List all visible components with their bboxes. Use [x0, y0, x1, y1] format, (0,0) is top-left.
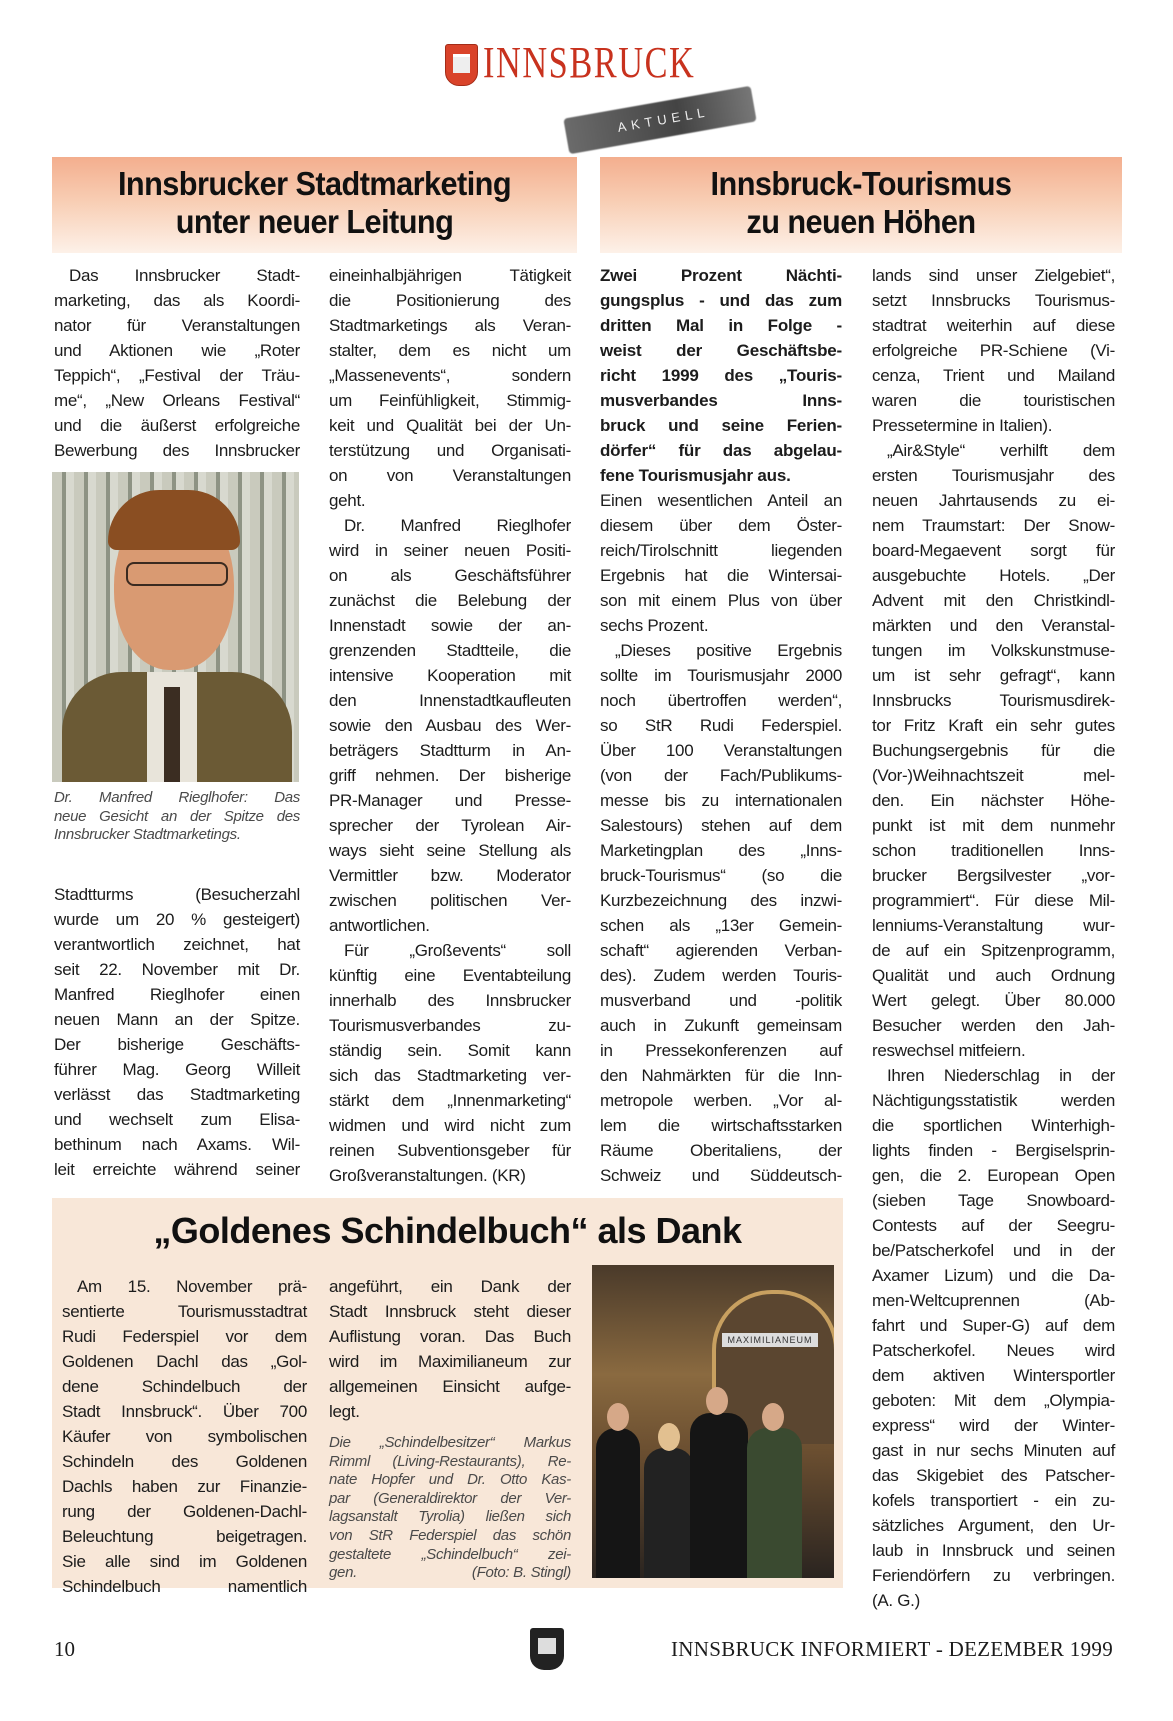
text-line: gen, die 2. European Open [872, 1166, 1115, 1185]
text-line: Zwei Prozent Nächti- [600, 266, 842, 285]
text-line: Buchungsergebnis für die [872, 741, 1115, 760]
text-line: Besucher werden den Jah- [872, 1016, 1115, 1035]
text-line: künftig eine Eventabteilung [329, 966, 571, 985]
article1-column2 [329, 263, 571, 1188]
article2-column4 [872, 263, 1115, 1613]
text-line: beträgers Stadtturm in An- [329, 741, 571, 760]
text-line: wird im Maximilianeum zur [329, 1352, 571, 1371]
text-line: Goldenen Dachl das „Gol- [62, 1352, 307, 1371]
text-line: geht. [329, 491, 366, 510]
text-line: de auf ein Spitzenprogramm, [872, 941, 1115, 960]
text-line: Stadt Innsbruck steht dieser [329, 1302, 571, 1321]
text-line: Räume Oberitaliens, der [600, 1141, 842, 1160]
text-line: erfolgreiche PR-Schiene (Vi- [872, 341, 1115, 360]
photo-credit: (Foto: B. Stingl) [471, 1564, 571, 1582]
text-line: me“, „New Orleans Festival“ [54, 391, 300, 410]
article2-headline-line1: Innsbruck-Tourismus [710, 165, 1012, 202]
text-line: „Massenevents“, sondern [329, 366, 571, 385]
text-line: Qualität und auch Ordnung [872, 966, 1115, 985]
text-line: weist der Geschäftsbe- [600, 341, 842, 360]
portrait-photo-caption [54, 789, 300, 845]
text-line: wurde um 20 % gesteigert) [54, 910, 300, 929]
text-line: den Innenstadtkaufleuten [329, 691, 571, 710]
article3-headline: „Goldenes Schindelbuch“ als Dank [153, 1210, 742, 1251]
text-line: Innenstadt sowie der an- [329, 616, 571, 635]
text-line: punkt ist mit dem nunmehr [872, 816, 1115, 835]
text-line: ständig sein. Somit kann [329, 1041, 571, 1060]
text-line: diesem über dem Öster- [600, 516, 842, 535]
article1-headline-box [52, 157, 577, 253]
text-line: fahrt und Super-G) auf dem [872, 1316, 1115, 1335]
text-line: neuen Jahrtausends zu ei- [872, 491, 1115, 510]
text-line: bethinum nach Axams. Wil- [54, 1135, 300, 1154]
text-line: men-Weltcuprennen (Ab- [872, 1291, 1115, 1310]
text-line: schaft“ agierenden Verban- [600, 941, 842, 960]
text-line: Stadtturms (Besucherzahl [54, 885, 300, 904]
caption-line: lagsanstalt Tyrolia) ließen sich [329, 1508, 571, 1526]
text-line: und die äußerst erfolgreiche [54, 416, 300, 435]
text-line: Ergebnis hat die Wintersai- [600, 566, 842, 585]
text-line: fene Tourismusjahr aus. [600, 466, 791, 485]
text-line: den Nahmärkten für die Inn- [600, 1066, 842, 1085]
text-line: angeführt, ein Dank der [329, 1277, 571, 1296]
text-line: antwortlichen. [329, 916, 430, 935]
text-line: Schweiz und Süddeutsch- [600, 1166, 842, 1185]
text-line: märkten und den Veranstal- [872, 616, 1115, 635]
text-line: Einen wesentlichen Anteil an [600, 491, 842, 510]
article2-lead [600, 263, 842, 488]
text-line: Wert gelegt. Über 80.000 [872, 991, 1115, 1010]
text-line: widmen und wird nicht zum [329, 1116, 571, 1135]
text-line: sowie den Ausbau des Wer- [329, 716, 571, 735]
text-line: den. Ein nächster Höhe- [872, 791, 1115, 810]
text-line: ways sieht seine Stellung als [329, 841, 571, 860]
text-line: Salestours) stehen auf dem [600, 816, 842, 835]
text-line: kofels transportiert - ein zu- [872, 1491, 1115, 1510]
text-line: dem aktiven Wintersportler [872, 1366, 1115, 1385]
article3-photo-caption [329, 1434, 571, 1583]
text-line: (Vor-)Weihnachtszeit mel- [872, 766, 1115, 785]
text-line: richt 1999 des „Touris- [600, 366, 842, 385]
text-line: Advent mit den Christkindl- [872, 591, 1115, 610]
text-line: Rudi Federspiel vor dem [62, 1327, 307, 1346]
caption-lines [329, 1434, 571, 1564]
text-line: verlässt das Stadtmarketing [54, 1085, 300, 1104]
masthead-subtitle: AKTUELL [616, 104, 711, 135]
text-line: griff nehmen. Der bisherige [329, 766, 571, 785]
text-line: lights finden - Bergiselsprin- [872, 1141, 1115, 1160]
caption-last-line [329, 1564, 571, 1583]
text-line: die sportlichen Winterhigh- [872, 1116, 1115, 1135]
text-line: Über 100 Veranstaltungen [600, 741, 842, 760]
text-line: nem Traumstart: Der Snow- [872, 516, 1115, 535]
coat-of-arms-icon [530, 1628, 564, 1670]
text-line: Nächtigungsstatistik werden [872, 1091, 1115, 1110]
text-line: „Air&Style“ verhilft dem [887, 441, 1115, 460]
caption-line: Die „Schindelbesitzer“ Markus [329, 1434, 571, 1451]
caption-line: nate Hopfer und Dr. Otto Kas- [329, 1471, 571, 1489]
text-line: auch in Zukunft gemeinsam [600, 1016, 842, 1035]
article2-column3-body [600, 488, 842, 1188]
text-line: PR-Manager und Presse- [329, 791, 571, 810]
text-line: board-Megaevent sorgt für [872, 541, 1115, 560]
text-line: Vermittler bzw. Moderator [329, 866, 571, 885]
text-line: brucker Bergsilvester „vor- [872, 866, 1115, 885]
text-line: lem die wirtschaftsstarken [600, 1116, 842, 1135]
text-line: Feriendörfern zu verbringen. [872, 1566, 1115, 1585]
text-line: son mit einem Plus von über [600, 591, 842, 610]
text-line: Pressetermine in Italien). [872, 416, 1053, 435]
text-line: Ihren Niederschlag in der [887, 1066, 1115, 1085]
text-line: stadtrat weiterhin auf diese [872, 316, 1115, 335]
article1-headline-line2: unter neuer Leitung [175, 203, 454, 240]
text-line: „Dieses positive Ergebnis [615, 641, 842, 660]
text-line: Schindelbuch namentlich [62, 1577, 307, 1596]
caption-line: neue Gesicht an der Spitze des [54, 807, 300, 825]
text-line: Das Innsbrucker Stadt- [69, 266, 300, 285]
text-line: um Feinfühligkeit, Stimmig- [329, 391, 571, 410]
text-line: messe bis zu internationalen [600, 791, 842, 810]
text-line: Dachls haben zur Finanzie- [62, 1477, 307, 1496]
text-line: Schindeln des Goldenen [62, 1452, 307, 1471]
text-line: stalter, dem es nicht um [329, 341, 571, 360]
text-line: Für „Großevents“ soll [344, 941, 571, 960]
article1-column1-bottom [54, 882, 300, 1182]
text-line: be/Patscherkofel und in der [872, 1241, 1115, 1260]
text-line: legt. [329, 1402, 360, 1421]
masthead-title: INNSBRUCK [483, 38, 696, 87]
text-line: gast in nur sechs Minuten auf [872, 1441, 1115, 1460]
text-line: (A. G.) [872, 1591, 920, 1610]
text-line: lenniums-Veranstaltung wur- [872, 916, 1115, 935]
text-line: ersten Tourismusjahr des [872, 466, 1115, 485]
text-line: laub in Innsbruck und seinen [872, 1541, 1115, 1560]
text-line: (sieben Tage Snowboard- [872, 1191, 1115, 1210]
text-line: express“ wird der Winter- [872, 1416, 1115, 1435]
text-line: zunächst die Belebung der [329, 591, 571, 610]
text-line: Am 15. November prä- [77, 1277, 307, 1296]
text-line: Stadt Innsbruck“. Über 700 [62, 1402, 307, 1421]
text-line: marketing, das als Koordi- [54, 291, 300, 310]
publication-footer: INNSBRUCK INFORMIERT - DEZEMBER 1999 [670, 1637, 1113, 1661]
text-line: Dr. Manfred Rieglhofer [344, 516, 571, 535]
text-line: Stadtmarketings als Veran- [329, 316, 571, 335]
text-line: Patscherkofel. Neues wird [872, 1341, 1115, 1360]
text-line: seit 22. November mit Dr. [54, 960, 300, 979]
text-line: schen als „13er Gemein- [600, 916, 842, 935]
text-line: dene Schindelbuch der [62, 1377, 307, 1396]
text-line: Tourismusverbandes zu- [329, 1016, 571, 1035]
text-line: tor Fritz Kraft ein sehr gutes [872, 716, 1115, 735]
text-line: reinen Subventionsgeber für [329, 1141, 571, 1160]
text-line: Kurzbezeichnung des inzwi- [600, 891, 842, 910]
text-line: ausgebuchte Hotels. „Der [872, 566, 1115, 585]
text-line: on von Veranstaltungen [329, 466, 571, 485]
caption-line: Innsbrucker Stadtmarketings. [54, 826, 241, 844]
text-line: Contests auf der Seegru- [872, 1216, 1115, 1235]
text-line: stärkt dem „Innenmarketing“ [329, 1091, 571, 1110]
text-line: lands sind unser Zielgebiet“, [872, 266, 1115, 285]
text-line: setzt Innsbrucks Tourismus- [872, 291, 1115, 310]
text-line: gungsplus - und das zum [600, 291, 842, 310]
text-line: das Skigebiet des Patscher- [872, 1466, 1115, 1485]
article1-column1-top [54, 263, 300, 463]
text-line: reswechsel mitfeiern. [872, 1041, 1026, 1060]
text-line: terstützung und Organisati- [329, 441, 571, 460]
caption-line: par (Generaldirektor der Ver- [329, 1489, 571, 1507]
text-line: des). Zudem werden Touris- [600, 966, 842, 985]
text-line: rung der Goldenen-Dachl- [62, 1502, 307, 1521]
caption-line: von StR Federspiel das schön [329, 1526, 571, 1544]
text-line: Der bisherige Geschäfts- [54, 1035, 300, 1054]
text-line: sentierte Tourismusstadtrat [62, 1302, 307, 1321]
text-line: dörfer“ für das abgelau- [600, 441, 842, 460]
text-line: dritten Mal in Folge - [600, 316, 842, 335]
text-line: die Positionierung des [329, 291, 571, 310]
text-line: (von der Fach/Publikums- [600, 766, 842, 785]
text-line: keit und Qualität bei der Un- [329, 416, 571, 435]
schindelbuch-group-photo [592, 1265, 834, 1578]
text-line: Manfred Rieglhofer einen [54, 985, 300, 1004]
text-line: zwischen politischen Ver- [329, 891, 571, 910]
text-line: bruck-Tourismus“ (so die [600, 866, 842, 885]
text-line: cenza, Trient und Mailand [872, 366, 1115, 385]
text-line: Sie alle sind im Goldenen [62, 1552, 307, 1571]
text-line: Auflistung voran. Das Buch [329, 1327, 571, 1346]
text-line: sätzliches Argument, den Ur- [872, 1516, 1115, 1535]
photo-sign-text: MAXIMILIANEUM [722, 1333, 818, 1347]
text-line: Großveranstaltungen. (KR) [329, 1166, 526, 1185]
text-line: musverbandes Inns- [600, 391, 842, 410]
text-line: eineinhalbjährigen Tätigkeit [329, 266, 571, 285]
text-line: Teppich“, „Festival der Träu- [54, 366, 300, 385]
text-line: intensive Kooperation mit [329, 666, 571, 685]
text-line: reich/Tirolschnitt liegenden [600, 541, 842, 560]
text-line: und Aktionen wie „Roter [54, 341, 300, 360]
caption-line: Rimml (Living-Restaurants), Re- [329, 1452, 571, 1470]
article1-headline-line1: Innsbrucker Stadtmarketing [117, 165, 512, 202]
text-line: metropole werben. „Vor al- [600, 1091, 842, 1110]
text-line: sich das Stadtmarketing ver- [329, 1066, 571, 1085]
text-line: innerhalb des Innsbrucker [329, 991, 571, 1010]
text-line: musverband und -politik [600, 991, 842, 1010]
text-line: Käufer von symbolischen [62, 1427, 307, 1446]
text-line: Beleuchtung beigetragen. [62, 1527, 307, 1546]
text-line: sechs Prozent. [600, 616, 709, 635]
text-line: schon traditionellen Inns- [872, 841, 1115, 860]
text-line: noch übertroffen werden“, [600, 691, 842, 710]
coat-of-arms-icon [445, 44, 478, 86]
portrait-photo-rieglhofer [52, 472, 299, 782]
text-line: programmiert“. Für diese Mil- [872, 891, 1115, 910]
text-line: und wechselt zum Elisa- [54, 1110, 300, 1129]
article3-column-a [62, 1274, 307, 1599]
text-line: geboten: Mit dem „Olympia- [872, 1391, 1115, 1410]
text-line: sollte im Tourismusjahr 2000 [600, 666, 842, 685]
text-line: um ist sehr gefragt“, kann [872, 666, 1115, 685]
article2-headline-line2: zu neuen Höhen [746, 203, 976, 240]
article3-column-b [329, 1274, 571, 1424]
caption-end: gen. [329, 1564, 357, 1582]
text-line: bruck und seine Ferien- [600, 416, 842, 435]
text-line: leit erreichte während seiner [54, 1160, 300, 1179]
page-number: 10 [54, 1637, 75, 1661]
article2-column3 [600, 263, 842, 1188]
masthead-logo [445, 40, 745, 152]
text-line: sprecher der Tyrolean Air- [329, 816, 571, 835]
text-line: führer Mag. Georg Willeit [54, 1060, 300, 1079]
text-line: Axamer Lizum) und die Da- [872, 1266, 1115, 1285]
text-line: verantwortlich zeichnet, hat [54, 935, 300, 954]
text-line: waren die touristischen [872, 391, 1115, 410]
article2-headline-box [600, 157, 1122, 253]
text-line: in Pressekonferenzen auf [600, 1041, 842, 1060]
caption-line: Dr. Manfred Rieglhofer: Das [54, 789, 300, 806]
text-line: wird in seiner neuen Positi- [329, 541, 571, 560]
text-line: allgemeinen Einsicht aufge- [329, 1377, 571, 1396]
text-line: tungen im Volkskunstmuse- [872, 641, 1115, 660]
text-line: Bewerbung des Innsbrucker [54, 441, 300, 460]
text-line: Marketingplan des „Inns- [600, 841, 842, 860]
text-line: so StR Rudi Federspiel. [600, 716, 842, 735]
text-line: Innsbrucks Tourismusdirek- [872, 691, 1115, 710]
text-line: neuen Mann an der Spitze. [54, 1010, 300, 1029]
text-line: grenzenden Stadtteile, die [329, 641, 571, 660]
caption-line: gestaltete „Schindelbuch“ zei- [329, 1545, 571, 1563]
text-line: nator für Veranstaltungen [54, 316, 300, 335]
text-line: on als Geschäftsführer [329, 566, 571, 585]
